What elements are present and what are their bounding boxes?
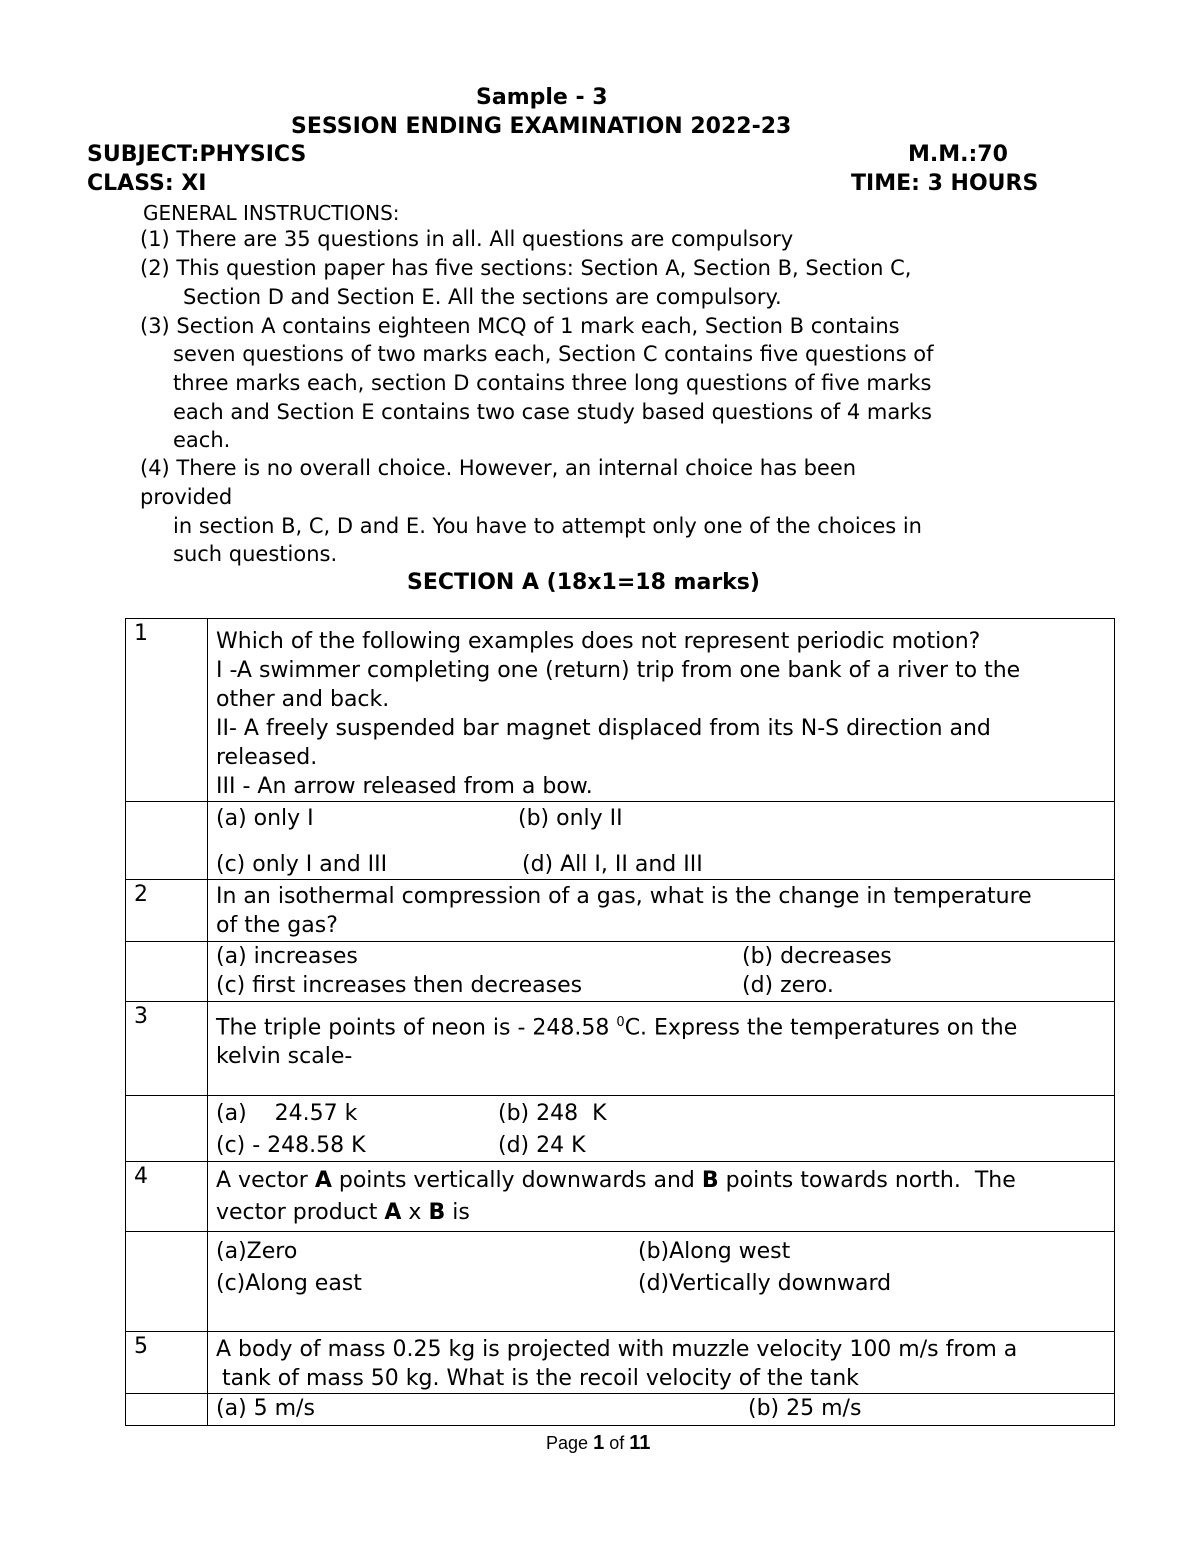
- option: (b) 248 K: [498, 1101, 607, 1126]
- question-stem: [208, 619, 1115, 802]
- stem-line: of the gas?: [216, 913, 338, 938]
- stem-line: released.: [216, 745, 318, 770]
- question-options: [208, 942, 1115, 1002]
- option: (a) only I: [216, 806, 314, 831]
- instruction-line: Section D and Section E. All the sections are compulsory.: [183, 285, 782, 309]
- option: (d) zero.: [742, 973, 834, 998]
- stem-line: III - An arrow released from a bow.: [216, 774, 593, 799]
- table-row: [126, 802, 1115, 880]
- page-footer: Page 1 of 11: [546, 1432, 651, 1454]
- question-stem: A vector A points vertically downwards and B points towards north. The vector product A x B is: [208, 1162, 1115, 1232]
- instruction-line: seven questions of two marks each, Section C contains five questions of: [173, 342, 934, 366]
- question-stem: [208, 1332, 1115, 1394]
- question-options: [208, 1394, 1115, 1426]
- option: (d)Vertically downward: [638, 1271, 892, 1296]
- question-number: 4: [126, 1162, 208, 1232]
- instruction-line: (3) Section A contains eighteen MCQ of 1 mark each, Section B contains: [140, 314, 900, 338]
- instruction-line: (1) There are 35 questions in all. All questions are compulsory: [140, 227, 794, 251]
- subject-label: SUBJECT:PHYSICS: [87, 142, 307, 167]
- question-options: [208, 802, 1115, 880]
- option: (c) first increases then decreases: [216, 973, 583, 998]
- option: (a) 5 m/s: [216, 1396, 315, 1421]
- table-row: [126, 1232, 1115, 1332]
- option: (a) increases: [216, 944, 358, 969]
- max-marks: M.M.:70: [908, 142, 1008, 167]
- question-number: 1: [126, 619, 208, 802]
- table-row: [126, 880, 1115, 942]
- instruction-line: (4) There is no overall choice. However, an internal choice has been: [140, 456, 857, 480]
- instruction-line: in section B, C, D and E. You have to attempt only one of the choices in: [173, 514, 922, 538]
- option: (b)Along west: [638, 1239, 791, 1264]
- option: (c) - 248.58 K: [216, 1133, 366, 1158]
- table-row: [126, 619, 1115, 802]
- option: (a) 24.57 k: [216, 1101, 358, 1126]
- questions-table: [125, 618, 1115, 1426]
- table-row: [126, 1002, 1115, 1096]
- class-label: CLASS: XI: [87, 171, 207, 196]
- stem-line: other and back.: [216, 687, 390, 712]
- question-stem: The triple points of neon is - 248.58 $^0$C. Express the temperatures on the kelvin scale-: [208, 1002, 1115, 1096]
- question-number: 2: [126, 880, 208, 942]
- page-number: 1: [593, 1432, 605, 1454]
- section-title: SECTION A (18x1=18 marks): [407, 570, 760, 595]
- option: (c) only I and III: [216, 852, 388, 877]
- exam-title: SESSION ENDING EXAMINATION 2022-23: [291, 114, 792, 139]
- option: (c)Along east: [216, 1271, 362, 1296]
- instruction-line: provided: [140, 485, 233, 509]
- stem-line: A body of mass 0.25 kg is projected with muzzle velocity 100 m/s from a: [216, 1337, 1018, 1362]
- instruction-line: each and Section E contains two case study based questions of 4 marks: [173, 400, 932, 424]
- option: (d) All I, II and III: [522, 852, 703, 877]
- instructions-heading: GENERAL INSTRUCTIONS:: [143, 201, 400, 225]
- instruction-line: (2) This question paper has five sections: Section A, Section B, Section C,: [140, 256, 912, 280]
- table-row: [126, 1332, 1115, 1394]
- stem-line: In an isothermal compression of a gas, what is the change in temperature: [216, 884, 1032, 909]
- option: (d) 24 K: [498, 1133, 586, 1158]
- stem-line: I -A swimmer completing one (return) trip from one bank of a river to the: [216, 658, 1021, 683]
- question-stem: [208, 880, 1115, 942]
- table-row: [126, 1096, 1115, 1162]
- paper-sample-label: Sample - 3: [476, 85, 608, 110]
- question-number: 3: [126, 1002, 208, 1096]
- page-total: 11: [629, 1432, 651, 1454]
- time-label: TIME: 3 HOURS: [851, 171, 1039, 196]
- stem-line: tank of mass 50 kg. What is the recoil velocity of the tank: [222, 1366, 859, 1391]
- stem-line: Which of the following examples does not represent periodic motion?: [216, 629, 981, 654]
- table-row: [126, 1394, 1115, 1426]
- option: (a)Zero: [216, 1239, 298, 1264]
- option: (b) decreases: [742, 944, 892, 969]
- instruction-line: three marks each, section D contains three long questions of five marks: [173, 371, 932, 395]
- table-row: [126, 1162, 1115, 1232]
- option: (b) 25 m/s: [748, 1396, 862, 1421]
- table-row: [126, 942, 1115, 1002]
- instruction-line: each.: [173, 428, 231, 452]
- option: (b) only II: [518, 806, 623, 831]
- question-options: [208, 1232, 1115, 1332]
- question-number: 5: [126, 1332, 208, 1394]
- instruction-line: such questions.: [173, 542, 338, 566]
- question-options: [208, 1096, 1115, 1162]
- stem-line: II- A freely suspended bar magnet displaced from its N-S direction and: [216, 716, 991, 741]
- stem-line: kelvin scale-: [216, 1044, 353, 1070]
